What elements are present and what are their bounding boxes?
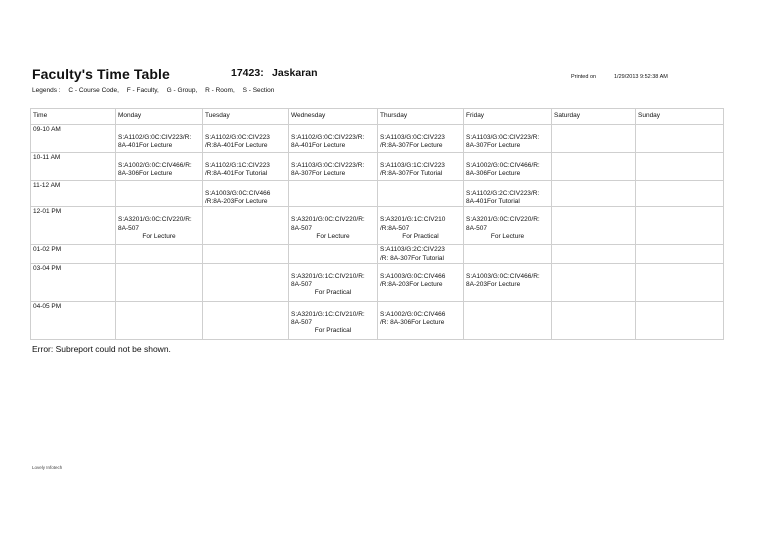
session-detail: 8A-306For Lecture	[118, 170, 173, 178]
schedule-cell	[552, 263, 636, 301]
time-slot	[31, 245, 116, 263]
schedule-cell	[289, 263, 378, 301]
schedule-cell	[378, 181, 464, 207]
schedule-cell	[552, 181, 636, 207]
session-detail: S:A1102/G:0C:CIV223/R:	[291, 134, 365, 141]
column-header: Tuesday	[203, 109, 289, 125]
session-detail: 8A-507	[118, 224, 139, 232]
time-slot	[31, 263, 116, 301]
session-detail: S:A1003/G:0C:CIV466/R:	[466, 272, 540, 280]
schedule-cell	[378, 125, 464, 153]
schedule-cell	[464, 207, 552, 245]
session-detail: /R:8A-307For Lecture	[380, 142, 443, 150]
schedule-cell	[289, 153, 378, 181]
schedule-cell	[116, 181, 203, 207]
schedule-cell	[289, 245, 378, 263]
schedule-cell	[636, 125, 724, 153]
session-detail: /R:8A-203For Lecture	[205, 198, 268, 206]
faculty-id: 17423:	[231, 67, 264, 79]
session-detail: S:A1003/G:0C:CIV466	[380, 272, 446, 280]
session-detail: /R:8A-401For Tutorial	[205, 170, 268, 178]
session-detail: S:A1102/G:0C:CIV223/R:	[118, 134, 192, 141]
header-row	[31, 109, 724, 125]
time-label: 12-01 PM	[33, 208, 62, 216]
schedule-cell	[552, 207, 636, 245]
table-row	[31, 301, 724, 339]
session-detail: 8A-307For Lecture	[291, 170, 346, 178]
time-label: 11-12 AM	[33, 182, 61, 189]
schedule-cell	[203, 125, 289, 153]
session-detail: S:A1103/G:1C:CIV223	[380, 162, 445, 169]
legend-item: C - Course Code,	[68, 87, 119, 94]
schedule-cell	[552, 153, 636, 181]
schedule-cell	[378, 301, 464, 339]
schedule-cell	[552, 245, 636, 263]
schedule-cell	[116, 245, 203, 263]
legend-item: S - Section	[242, 87, 275, 94]
session-detail: 8A-507	[466, 224, 487, 232]
table-row	[31, 245, 724, 263]
session-detail: 8A-507	[291, 281, 312, 289]
time-label: 10-11 AM	[33, 154, 61, 161]
column-header: Friday	[464, 109, 552, 125]
schedule-cell	[636, 263, 724, 301]
schedule-cell	[464, 301, 552, 339]
session-detail: 8A-401For Lecture	[291, 142, 346, 150]
table-row	[31, 181, 724, 207]
schedule-cell	[378, 207, 464, 245]
schedule-cell	[464, 263, 552, 301]
schedule-cell	[116, 263, 203, 301]
schedule-cell	[203, 181, 289, 207]
table-row	[31, 153, 724, 181]
column-header: Time	[31, 109, 116, 125]
session-detail: S:A3201/G:1C:CIV210	[380, 216, 446, 224]
legends	[32, 87, 280, 94]
session-detail: 8A-203For Lecture	[466, 281, 521, 289]
session-detail: 8A-507	[291, 319, 312, 327]
session-type: For Practical	[314, 327, 352, 335]
schedule-cell	[203, 301, 289, 339]
schedule-cell	[378, 263, 464, 301]
session-detail: S:A3201/G:1C:CIV210/R:	[291, 272, 365, 280]
schedule-cell	[203, 207, 289, 245]
time-label: 01-02 PM	[33, 246, 62, 254]
session-type: For Lecture	[316, 232, 350, 240]
error-message: Error: Subreport could not be shown.	[32, 344, 171, 354]
session-type: For Practical	[402, 232, 439, 240]
session-detail: S:A1102/G:0C:CIV223	[205, 134, 270, 141]
time-slot	[31, 125, 116, 153]
schedule-cell	[464, 181, 552, 207]
session-detail: S:A1102/G:2C:CIV223/R:	[466, 190, 540, 197]
session-detail: S:A3201/G:1C:CIV210/R:	[291, 310, 365, 318]
legend-item: F - Faculty,	[126, 87, 159, 94]
schedule-cell	[289, 125, 378, 153]
session-detail: 8A-306For Lecture	[466, 170, 521, 178]
session-detail: S:A1002/G:0C:CIV466/R:	[466, 162, 540, 169]
session-detail: S:A1103/G:0C:CIV223/R:	[466, 134, 540, 141]
column-header: Sunday	[636, 109, 724, 125]
column-header: Wednesday	[289, 109, 378, 125]
session-detail: S:A1102/G:1C:CIV223	[205, 162, 270, 169]
session-type: For Lecture	[490, 232, 525, 240]
report-title: Faculty's Time Table	[32, 66, 170, 82]
schedule-cell	[289, 207, 378, 245]
table-row	[31, 125, 724, 153]
schedule-cell	[464, 245, 552, 263]
schedule-cell	[378, 245, 464, 263]
schedule-cell	[636, 207, 724, 245]
schedule-cell	[116, 207, 203, 245]
schedule-cell	[552, 301, 636, 339]
session-detail: S:A1002/G:0C:CIV466/R:	[118, 162, 192, 169]
session-detail: S:A1002/G:0C:CIV466	[380, 310, 446, 318]
schedule-cell	[464, 125, 552, 153]
session-detail: /R: 8A-307For Tutorial	[380, 254, 444, 262]
legend-item: G - Group,	[166, 87, 198, 94]
timetable	[30, 108, 724, 340]
time-slot	[31, 181, 116, 207]
printed-on-label: Printed on	[571, 74, 597, 80]
column-header: Monday	[116, 109, 203, 125]
session-detail: S:A1103/G:0C:CIV223	[380, 134, 445, 141]
schedule-cell	[636, 245, 724, 263]
time-slot	[31, 153, 116, 181]
table-row	[31, 263, 724, 301]
faculty-name: Jaskaran	[272, 67, 318, 79]
schedule-cell	[116, 125, 203, 153]
time-label: 04-05 PM	[33, 302, 62, 310]
session-detail: 8A-307For Lecture	[466, 142, 521, 150]
session-detail: /R:8A-203For Lecture	[380, 281, 443, 289]
schedule-cell	[203, 263, 289, 301]
session-detail: /R:8A-401For Lecture	[205, 142, 268, 150]
schedule-cell	[116, 153, 203, 181]
table-row	[31, 207, 724, 245]
schedule-cell	[464, 153, 552, 181]
legends-label: Legends :	[32, 87, 61, 94]
schedule-cell	[289, 181, 378, 207]
session-detail: S:A1103/G:2C:CIV223	[380, 246, 445, 254]
session-type: For Lecture	[142, 232, 176, 240]
session-detail: S:A3201/G:0C:CIV220/R:	[291, 216, 365, 224]
time-label: 09-10 AM	[33, 126, 61, 133]
time-slot	[31, 301, 116, 339]
session-detail: S:A3201/G:0C:CIV220/R:	[466, 216, 540, 224]
session-detail: S:A1103/G:0C:CIV223/R:	[291, 162, 365, 169]
session-detail: 8A-401For Lecture	[118, 142, 173, 150]
schedule-cell	[203, 153, 289, 181]
schedule-cell	[636, 153, 724, 181]
column-header: Saturday	[552, 109, 636, 125]
session-detail: /R:8A-307For Tutorial	[380, 170, 443, 178]
session-detail: 8A-401For Tutorial	[466, 198, 520, 206]
session-detail: 8A-507	[291, 224, 312, 232]
schedule-cell	[116, 301, 203, 339]
time-label: 03-04 PM	[33, 264, 62, 272]
schedule-cell	[203, 245, 289, 263]
schedule-cell	[636, 181, 724, 207]
schedule-cell	[289, 301, 378, 339]
session-detail: /R: 8A-306For Lecture	[380, 319, 445, 327]
legend-item: R - Room,	[205, 87, 235, 94]
session-detail: /R:8A-507	[380, 224, 410, 232]
printed-on-value: 1/29/2013 9:52:38 AM	[614, 74, 668, 80]
footer-text: Lovely Infotech	[32, 465, 63, 470]
session-detail: S:A3201/G:0C:CIV220/R:	[118, 216, 192, 224]
session-detail: S:A1003/G:0C:CIV466	[205, 190, 271, 197]
column-header: Thursday	[378, 109, 464, 125]
schedule-cell	[552, 125, 636, 153]
session-type: For Practical	[314, 289, 352, 297]
time-slot	[31, 207, 116, 245]
schedule-cell	[378, 153, 464, 181]
schedule-cell	[636, 301, 724, 339]
